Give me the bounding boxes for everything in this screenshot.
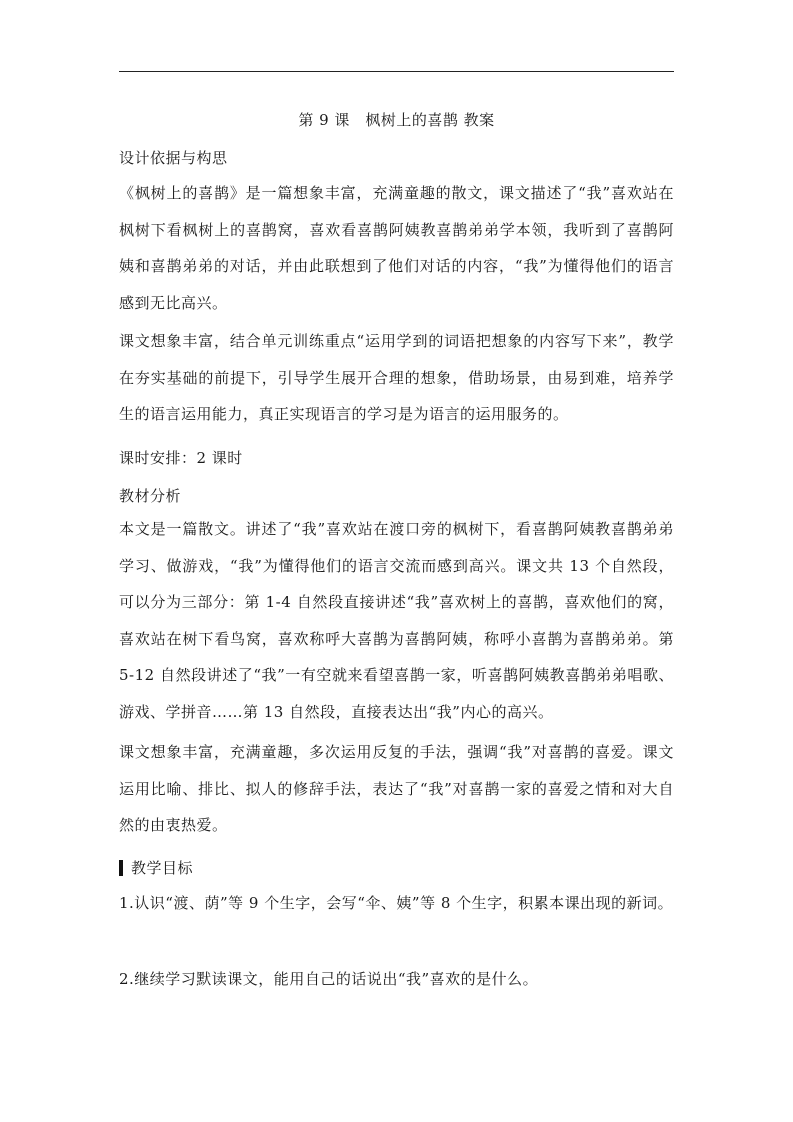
header-rule [119,71,674,72]
heading-marker-icon [119,860,123,876]
page-title: 第 9 课 枫树上的喜鹊 教案 [298,111,495,129]
analysis-paragraph-2: 课文想象丰富，充满童趣，多次运用反复的手法，强调“我”对喜鹊的喜爱。课文运用比喻、排比、拟人的修辞手法，表达了“我”对喜鹊一家的喜爱之情和对大自然的由衷热爱。 [119,743,674,835]
objective-item-2: 2.继续学习默读课文，能用自己的话说出“我”喜欢的是什么。 [119,970,539,988]
section-heading-objectives [119,857,674,879]
section-heading-design: 设计依据与构思 [119,149,228,167]
design-paragraph-1: 《枫树上的喜鹊》是一篇想象丰富，充满童趣的散文，课文描述了“我”喜欢站在枫树下看枫树上的喜鹊窝，喜欢看喜鹊阿姨教喜鹊弟弟学本领，我听到了喜鹊阿姨和喜鹊弟弟的对话，并由此联想到了他们对话的内容，“我”为懂得他们的语言感到无比高兴。 [119,184,674,312]
objective-item-1: 1.认识“渡、荫”等 9 个生字，会写“伞、姨”等 8 个生字，积累本课出现的新词。 [119,894,674,912]
schedule-text: 课时安排：2 课时 [119,449,243,467]
objectives-heading-label: 教学目标 [131,859,194,877]
analysis-paragraph-1: 本文是一篇散文。讲述了“我”喜欢站在渡口旁的枫树下，看喜鹊阿姨教喜鹊弟弟学习、做游戏，“我”为懂得他们的语言交流而感到高兴。课文共 13 个自然段，可以分为三部分：第 1-4 自然段直接讲述“我”喜欢树上的喜鹊，喜欢他们的窝，喜欢站在树下看鸟窝，喜欢称呼大喜鹊为喜鹊阿姨，称呼小喜鹊为喜鹊弟弟。第 5-12 自然段讲述了“我”一有空就来看望喜鹊一家，听喜鹊阿姨教喜鹊弟弟唱歌、游戏、学拼音……第 13 自然段，直接表达出“我”内心的高兴。 [119,520,674,721]
section-heading-analysis: 教材分析 [119,487,182,505]
design-paragraph-2: 课文想象丰富，结合单元训练重点“运用学到的词语把想象的内容写下来”，教学在夯实基础的前提下，引导学生展开合理的想象，借助场景，由易到难，培养学生的语言运用能力，真正实现语言的学习是为语言的运用服务的。 [119,332,674,424]
